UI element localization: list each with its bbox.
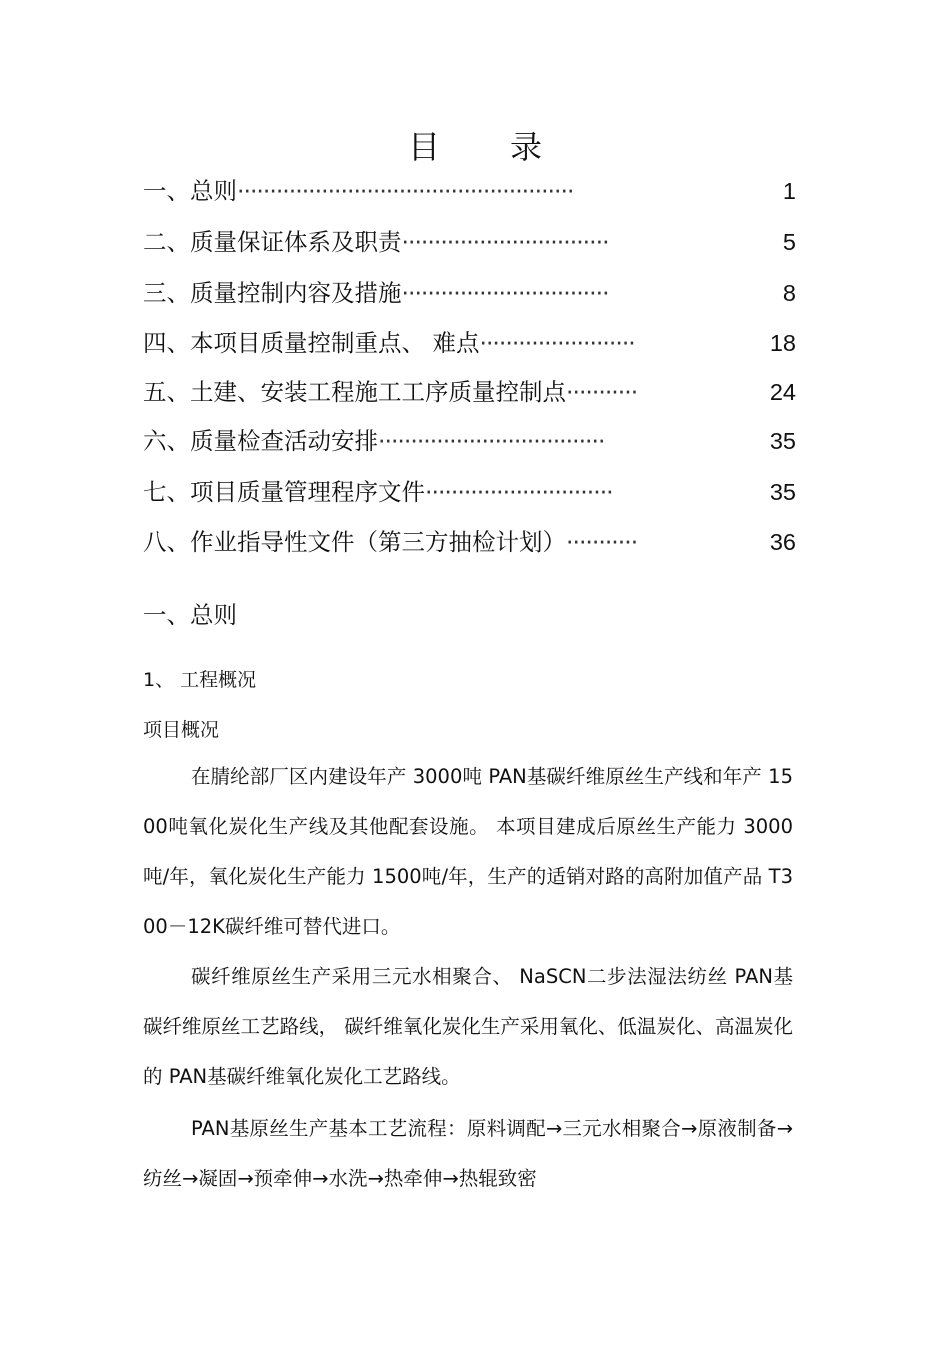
toc-item-label: 八、作业指导性文件（第三方抽检计划） <box>143 528 566 556</box>
toc-title-right: 录 <box>510 128 543 166</box>
toc-item-page: 35 <box>769 479 796 505</box>
toc-item-leader: ································ <box>401 279 609 307</box>
section-heading: 一、总则 <box>143 601 237 629</box>
toc-item-leader: ···················································· <box>237 177 574 205</box>
toc-item-leader: ································ <box>401 228 609 256</box>
subsection-heading: 1、 工程概况 <box>143 669 257 691</box>
toc-item-label: 七、项目质量管理程序文件 <box>143 478 425 506</box>
toc-item[interactable] <box>143 276 609 310</box>
paragraph: PAN基原丝生产基本工艺流程：原料调配→三元水相聚合→原液制备→纺丝→凝固→预牵伸→水洗→热牵伸→热辊致密 <box>143 1117 793 1190</box>
toc-item[interactable] <box>143 475 613 509</box>
toc-item-label: 二、质量保证体系及职责 <box>143 228 402 256</box>
toc-item-page: 35 <box>769 428 796 454</box>
toc-item-label: 一、总则 <box>143 177 237 205</box>
toc-item-leader: ··········· <box>566 528 638 556</box>
toc-item-leader: ····························· <box>425 478 613 506</box>
toc-item-page: 24 <box>769 379 796 405</box>
paragraph: 碳纤维原丝生产采用三元水相聚合、 NaSCN二步法湿法纺丝 PAN基碳纤维原丝工艺路线， 碳纤维氧化炭化生产采用氧化、低温炭化、高温炭化的 PAN基碳纤维氧化炭化工艺路线。 <box>143 965 793 1088</box>
toc-item-page: 5 <box>782 229 796 255</box>
toc-item-label: 六、质量检查活动安排 <box>143 427 378 455</box>
toc-item-label: 五、土建、安装工程施工工序质量控制点 <box>143 378 566 406</box>
toc-item[interactable] <box>143 225 609 259</box>
toc-item-page: 1 <box>782 178 796 204</box>
toc-item-leader: ··········· <box>566 378 638 406</box>
toc-title <box>0 122 950 168</box>
toc-item-leader: ··································· <box>378 427 605 455</box>
toc-item[interactable] <box>143 525 637 559</box>
toc-item[interactable] <box>143 375 637 409</box>
toc-item[interactable] <box>143 326 635 360</box>
toc-item-page: 36 <box>769 529 796 555</box>
toc-item[interactable] <box>143 424 604 458</box>
subsubsection-heading: 项目概况 <box>143 719 220 741</box>
toc-item-leader: ························ <box>479 329 635 357</box>
toc-item-page: 18 <box>769 330 796 356</box>
toc-item[interactable] <box>143 174 573 208</box>
toc-item-label: 三、质量控制内容及措施 <box>143 279 402 307</box>
toc-title-left: 目 <box>407 128 440 166</box>
toc-item-page: 8 <box>782 280 796 306</box>
toc-item-label: 四、本项目质量控制重点、 难点 <box>143 329 480 357</box>
paragraph: 在腈纶部厂区内建设年产 3000吨 PAN基碳纤维原丝生产线和年产 1500吨氧化炭化生产线及其他配套设施。 本项目建成后原丝生产能力 3000吨/年，氧化炭化生产能力 1500吨/年，生产的适销对路的高附加值产品 T300－12K碳纤维可替代进口。 <box>143 765 793 938</box>
